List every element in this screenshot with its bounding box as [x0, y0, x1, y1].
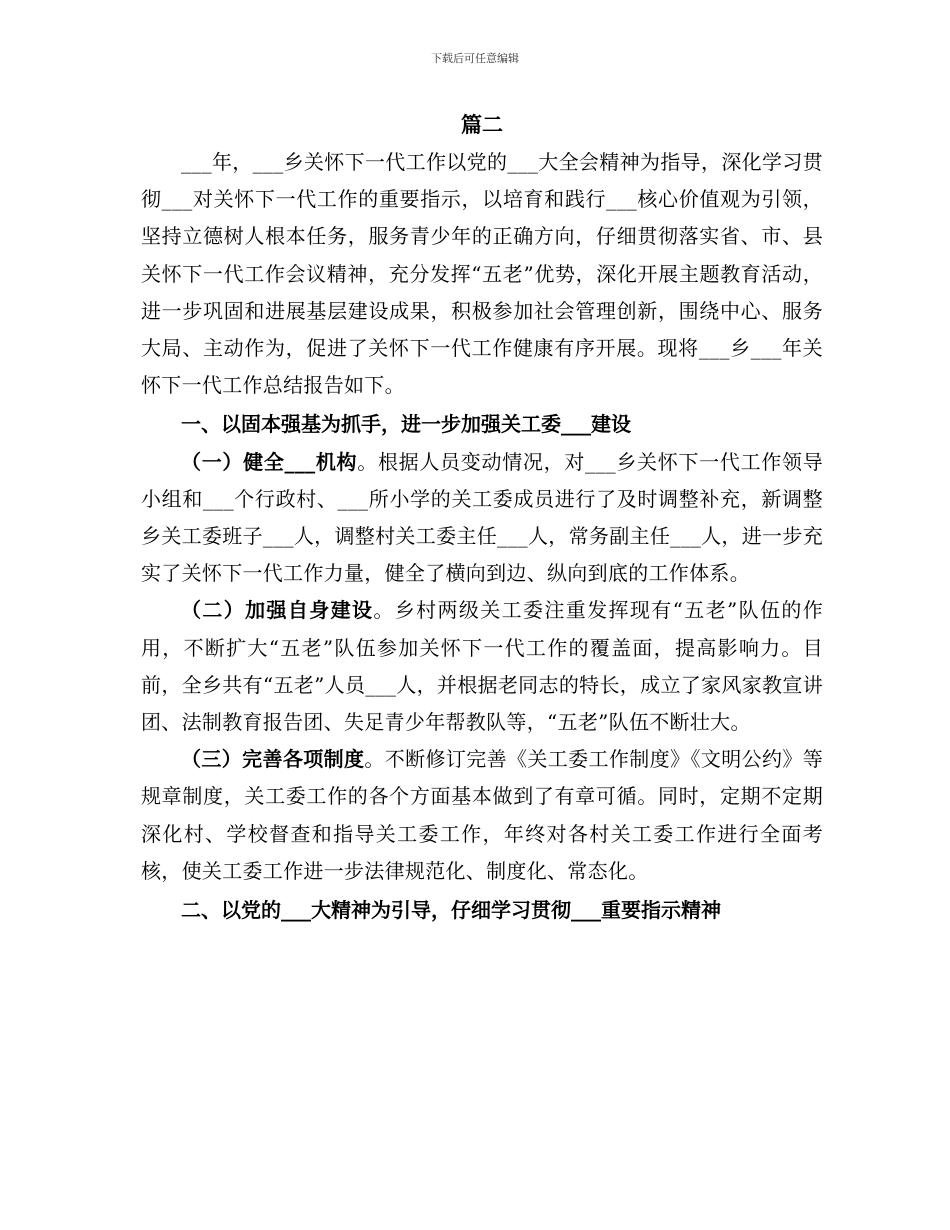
- section-1-item-2: [141, 592, 823, 741]
- item-text: 。不断修订完善《关工委工作制度》《文明公约》等规章制度，关工委工作的各个方面基本做到了有章可循。同时，定期不定期深化村、学校督查和指导关工委工作，年终对各村关工委工作进行全面考核，使关工委工作进一步法律规范化、制度化、常态化。: [141, 747, 824, 883]
- intro-paragraph: ___年，___乡关怀下一代工作以党的___大全会精神为指导，深化学习贯彻___对关怀下一代工作的重要指示，以培育和践行___核心价值观为引领，坚持立德树人根本任务，服务青少年的正确方向，仔细贯彻落实省、市、县关怀下一代工作会议精神，充分发挥“五老”优势，深化开展主题教育活动，进一步巩固和进展基层建设成果，积极参加社会管理创新，围绕中心、服务大局、主动作为，促进了关怀下一代工作健康有序开展。现将___乡___年关怀下一代工作总结报告如下。: [141, 150, 823, 398]
- section-1-heading: 一、以固本强基为抓手，进一步加强关工委___建设: [181, 412, 631, 437]
- document-body: [141, 108, 823, 929]
- section-1-item-1: [141, 444, 823, 593]
- item-text: 。根据人员变动情况，对___乡关怀下一代工作领导小组和___个行政村、___所小学的关工委成员进行了及时调整补充，新调整乡关工委班子___人，调整村关工委主任___人，常务副主任___人，进一步充实了关怀下一代工作力量，健全了横向到边、纵向到底的工作体系。: [141, 449, 824, 586]
- item-lead: （三）完善各项制度: [181, 747, 365, 772]
- item-lead: （二）加强自身建设: [181, 598, 374, 623]
- section-1-item-3: [141, 741, 823, 890]
- item-text: 。乡村两级关工委注重发挥现有“五老”队伍的作用，不断扩大“五老”队伍参加关怀下一代工作的覆盖面，提高影响力。目前，全乡共有“五老”人员___人，并根据老同志的特长，成立了家风家教宣讲团、法制教育报告团、失足青少年帮教队等，“五老”队伍不断壮大。: [141, 598, 823, 735]
- page-header-note: 下载后可任意编辑: [431, 52, 519, 65]
- document-title: 篇二: [461, 112, 503, 137]
- section-2-heading: 二、以党的___大精神为引导，仔细学习贯彻___重要指示精神: [181, 898, 721, 923]
- item-lead: （一）健全___机构: [181, 449, 358, 474]
